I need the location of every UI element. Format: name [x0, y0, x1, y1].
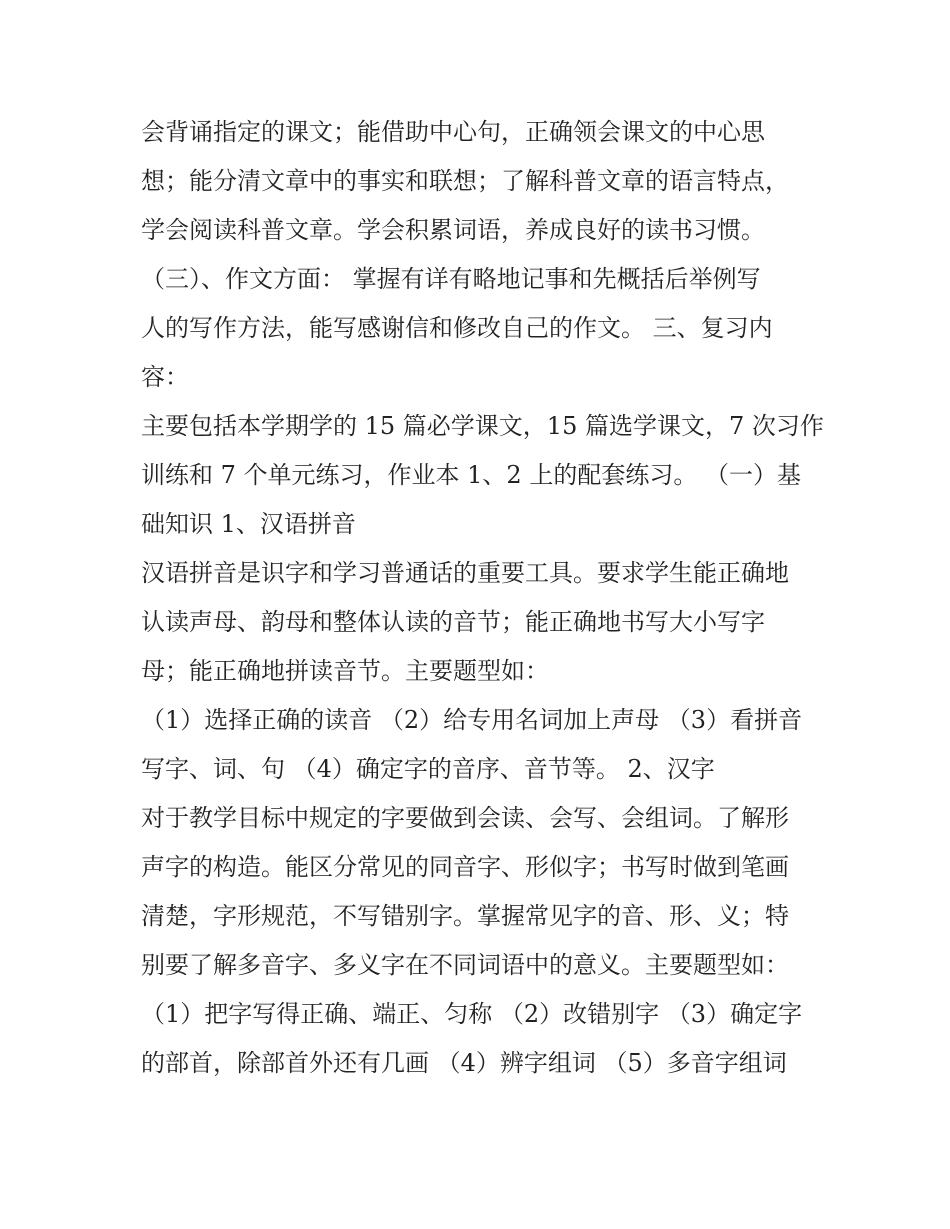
text-line: （1）选择正确的读音 （2）给专用名词加上声母 （3）看拼音 — [141, 706, 803, 734]
text-line: 汉语拼音是识字和学习普通话的重要工具。要求学生能正确地 — [141, 559, 789, 587]
text-line: 会背诵指定的课文；能借助中心句，正确领会课文的中心思 — [141, 118, 765, 146]
text-line: 容： — [141, 363, 189, 391]
text-line: 声字的构造。能区分常见的同音字、形似字；书写时做到笔画 — [141, 853, 789, 881]
text-line: 础知识 1、汉语拼音 — [141, 510, 356, 538]
text-line: 母；能正确地拼读音节。主要题型如： — [141, 657, 549, 685]
text-line: （1）把字写得正确、端正、匀称 （2）改错别字 （3）确定字 — [141, 1000, 803, 1028]
text-line: 认读声母、韵母和整体认读的音节；能正确地书写大小写字 — [141, 608, 765, 636]
text-line: 训练和 7 个单元练习，作业本 1、2 上的配套练习。 （一）基 — [141, 461, 801, 489]
text-line: 对于教学目标中规定的字要做到会读、会写、会组词。了解形 — [141, 804, 789, 832]
text-line: 学会阅读科普文章。学会积累词语，养成良好的读书习惯。 — [141, 216, 765, 244]
text-line: 主要包括本学期学的 15 篇必学课文，15 篇选学课文，7 次习作 — [141, 412, 824, 440]
text-line: 清楚，字形规范，不写错别字。掌握常见字的音、形、义；特 — [141, 902, 789, 930]
text-line: 想；能分清文章中的事实和联想；了解科普文章的语言特点， — [141, 167, 789, 195]
text-line: 写字、词、句 （4）确定字的音序、音节等。 2、汉字 — [141, 755, 715, 783]
body-text — [141, 108, 841, 1088]
text-line: （三）、作文方面： 掌握有详有略地记事和先概括后举例写 — [141, 265, 761, 293]
text-line: 的部首，除部首外还有几画 （4）辨字组词 （5）多音字组词 — [141, 1049, 787, 1077]
text-line: 别要了解多音字、多义字在不同词语中的意义。主要题型如： — [141, 951, 789, 979]
text-line: 人的写作方法，能写感谢信和修改自己的作文。 三、复习内 — [141, 314, 773, 342]
